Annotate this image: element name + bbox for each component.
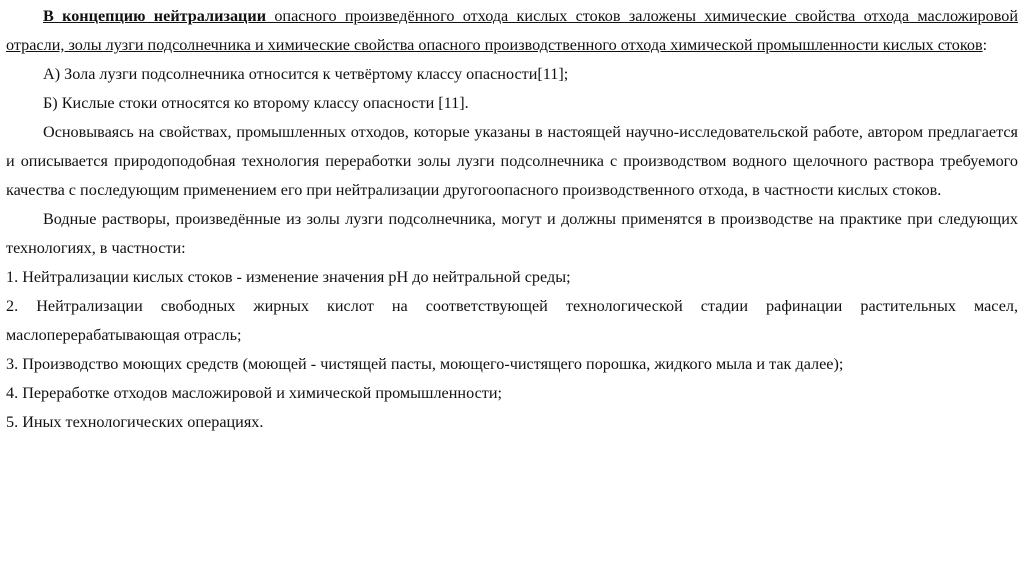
hazard-item-b: Б) Кислые стоки относятся ко второму классу опасности [11]. — [43, 94, 469, 112]
list-item: 4. Переработке отходов масложировой и химической промышленности; — [6, 384, 502, 402]
intro-bold-lead: В концепцию нейтрализации — [43, 7, 267, 25]
intro-colon: : — [982, 36, 988, 54]
list-item: 3. Производство моющих средств (моющей - чистящей пасты, моющего-чистящего порошка, жидкого мыла и так далее); — [6, 355, 844, 373]
document-page — [6, 2, 1018, 437]
list-item: 5. Иных технологических операциях. — [6, 413, 264, 431]
list-item: 1. Нейтрализации кислых стоков - изменение значения pH до нейтральной среды; — [6, 268, 571, 286]
hazard-item-a: А) Зола лузги подсолнечника относится к четвёртому классу опасности[11]; — [43, 65, 569, 83]
basis-paragraph: Основываясь на свойствах, промышленных отходов, которые указаны в настоящей научно-исследовательской работе, автором предлагается и описывается природоподобная технология переработки золы лузги подсолнечника с производством водного щелочного раствора требуемого качества с последующим применением его при нейтрализации другогоопасного производственного отхода, в частности кислых стоков. — [6, 123, 1018, 199]
intro-paragraph — [6, 2, 1018, 60]
applications-intro: Водные растворы, произведённые из золы лузги подсолнечника, могут и должны применятся в производстве на практике при следующих технологиях, в частности: — [6, 210, 1018, 257]
intro-underlined-text: опасного произведённого отхода кислых стоков заложены химические свойства отхода масложировой отрасли, золы лузги подсолнечника и химические свойства опасного производственного отхода химической промышленности кислых стоков — [6, 7, 1018, 54]
list-item: 2. Нейтрализации свободных жирных кислот на соответствующей технологической стадии рафинации растительных масел, маслоперерабатывающая отрасль; — [6, 297, 1018, 344]
